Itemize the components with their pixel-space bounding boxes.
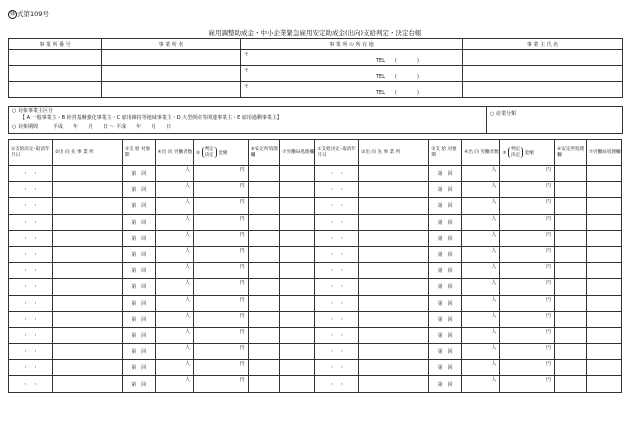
- decision-date-cell[interactable]: ・ ・: [315, 214, 359, 230]
- category-options: 【 A 一般事業主・B 経営基盤強化事業主・C 雇用維持等地域事業主・D 大型倒産等関連事業主・E 雇用過剰事業主】: [20, 115, 282, 121]
- amount-cell[interactable]: 円: [500, 263, 555, 279]
- persons-cell[interactable]: 人: [462, 182, 500, 198]
- tel-label: [376, 57, 419, 64]
- stability-office-cell[interactable]: [555, 311, 587, 327]
- amount-cell[interactable]: 円: [193, 246, 248, 262]
- table-row: [9, 263, 622, 279]
- period-cell[interactable]: 第 回: [122, 295, 155, 311]
- column-header-c5: [193, 140, 248, 166]
- stability-office-cell[interactable]: [248, 230, 280, 246]
- amount-cell[interactable]: 円: [500, 182, 555, 198]
- amount-cell[interactable]: 円: [500, 376, 555, 392]
- period-cell[interactable]: 第 回: [122, 263, 155, 279]
- amount-cell[interactable]: 円: [193, 166, 248, 182]
- stability-office-cell[interactable]: [248, 376, 280, 392]
- judgment-label: 判定: [204, 147, 214, 152]
- persons-cell[interactable]: 人: [155, 327, 193, 343]
- persons-cell[interactable]: 人: [155, 344, 193, 360]
- amount-cell[interactable]: 円: [193, 344, 248, 360]
- table-row: [9, 230, 622, 246]
- decision-date-cell[interactable]: ・ ・: [9, 311, 53, 327]
- destination-office-cell[interactable]: [359, 214, 429, 230]
- decision-date-cell[interactable]: ・ ・: [9, 376, 53, 392]
- amount-cell[interactable]: 円: [500, 214, 555, 230]
- tel-text: TEL: [376, 90, 385, 96]
- ledger-table: [8, 139, 622, 393]
- period-cell[interactable]: 第 回: [429, 327, 462, 343]
- office-number-header: 事 業 所 番 号: [9, 39, 102, 50]
- stability-office-cell[interactable]: [555, 327, 587, 343]
- stability-office-cell[interactable]: [555, 344, 587, 360]
- decision-date-cell[interactable]: ・ ・: [315, 246, 359, 262]
- postal-mark: 〒: [244, 68, 250, 74]
- amount-cell[interactable]: 円: [500, 198, 555, 214]
- persons-cell[interactable]: 人: [462, 166, 500, 182]
- office-name-cell[interactable]: [102, 50, 241, 66]
- table-row: [9, 214, 622, 230]
- period-cell[interactable]: 第 回: [429, 360, 462, 376]
- amount-cell[interactable]: 円: [193, 295, 248, 311]
- period-cell[interactable]: 第 回: [429, 344, 462, 360]
- tel-label: [376, 73, 419, 80]
- labor-bureau-cell[interactable]: [586, 182, 621, 198]
- stability-office-cell[interactable]: [248, 198, 280, 214]
- table-row: [9, 360, 622, 376]
- postal-mark: 〒: [244, 84, 250, 90]
- office-name-cell[interactable]: [102, 82, 241, 98]
- column-header-c4: ④出 向 労働者数: [462, 140, 500, 166]
- labor-bureau-cell[interactable]: [586, 295, 621, 311]
- postal-mark: 〒: [244, 52, 250, 58]
- tel-text: TEL: [376, 58, 385, 64]
- amount-marker: ⑤: [195, 151, 201, 156]
- stability-office-cell[interactable]: [248, 360, 280, 376]
- destination-office-cell[interactable]: [52, 214, 122, 230]
- persons-cell[interactable]: 人: [155, 214, 193, 230]
- amount-cell[interactable]: 円: [500, 311, 555, 327]
- decision-date-cell[interactable]: ・ ・: [9, 182, 53, 198]
- form-number: [8, 9, 49, 19]
- period-cell[interactable]: 第 回: [429, 295, 462, 311]
- destination-office-cell[interactable]: [52, 344, 122, 360]
- table-row: [9, 344, 622, 360]
- stability-office-cell[interactable]: [555, 376, 587, 392]
- stability-office-cell[interactable]: [555, 214, 587, 230]
- decision-date-cell[interactable]: ・ ・: [9, 246, 53, 262]
- destination-office-cell[interactable]: [359, 166, 429, 182]
- office-name-cell[interactable]: [102, 66, 241, 82]
- column-header-c2: ②出 向 先 事 業 所: [359, 140, 429, 166]
- paren-close: ): [416, 58, 419, 64]
- labor-bureau-cell[interactable]: [586, 198, 621, 214]
- paren-open: (: [395, 58, 397, 64]
- persons-cell[interactable]: 人: [155, 182, 193, 198]
- stability-office-cell[interactable]: [248, 166, 280, 182]
- stability-office-cell[interactable]: [555, 182, 587, 198]
- labor-bureau-cell[interactable]: [586, 166, 621, 182]
- column-header-c4: ④出 向 労働者数: [155, 140, 193, 166]
- period-cell[interactable]: 第 回: [122, 376, 155, 392]
- labor-bureau-cell[interactable]: [586, 327, 621, 343]
- labor-bureau-cell[interactable]: [280, 246, 315, 262]
- office-location-cell[interactable]: [241, 66, 463, 82]
- destination-office-cell[interactable]: [359, 246, 429, 262]
- decision-date-cell[interactable]: ・ ・: [315, 182, 359, 198]
- period-cell[interactable]: 第 回: [122, 198, 155, 214]
- table-row: [9, 182, 622, 198]
- office-location-header: 事 業 所 の 所 在 地: [241, 39, 463, 50]
- persons-cell[interactable]: 人: [155, 360, 193, 376]
- labor-bureau-cell[interactable]: [586, 376, 621, 392]
- destination-office-cell[interactable]: [52, 198, 122, 214]
- decision-date-cell[interactable]: ・ ・: [315, 198, 359, 214]
- stability-office-cell[interactable]: [248, 327, 280, 343]
- labor-bureau-cell[interactable]: [280, 166, 315, 182]
- labor-bureau-cell[interactable]: [280, 214, 315, 230]
- persons-cell[interactable]: 人: [155, 230, 193, 246]
- decision-date-cell[interactable]: ・ ・: [9, 263, 53, 279]
- amount-cell[interactable]: 円: [500, 360, 555, 376]
- labor-bureau-cell[interactable]: [280, 182, 315, 198]
- period-cell[interactable]: 第 回: [122, 279, 155, 295]
- amount-cell[interactable]: 円: [193, 263, 248, 279]
- destination-office-cell[interactable]: [52, 311, 122, 327]
- stability-office-cell[interactable]: [555, 198, 587, 214]
- amount-cell[interactable]: 円: [500, 279, 555, 295]
- period-cell[interactable]: 第 回: [429, 230, 462, 246]
- labor-bureau-cell[interactable]: [586, 230, 621, 246]
- decision-date-cell[interactable]: ・ ・: [315, 263, 359, 279]
- labor-bureau-cell[interactable]: [586, 246, 621, 262]
- destination-office-cell[interactable]: [52, 263, 122, 279]
- decision-date-cell[interactable]: ・ ・: [9, 166, 53, 182]
- table-row: [9, 311, 622, 327]
- destination-office-cell[interactable]: [52, 376, 122, 392]
- amount-cell[interactable]: 円: [193, 230, 248, 246]
- column-header-c3: ③支 給 対象期: [122, 140, 155, 166]
- table-row: [9, 327, 622, 343]
- labor-bureau-cell[interactable]: [586, 360, 621, 376]
- persons-cell[interactable]: 人: [155, 376, 193, 392]
- owner-name-cell[interactable]: [463, 66, 623, 82]
- amount-cell[interactable]: 円: [193, 279, 248, 295]
- column-header-c5: [500, 140, 555, 166]
- decision-date-cell[interactable]: ・ ・: [9, 214, 53, 230]
- decision-date-cell[interactable]: ・ ・: [315, 311, 359, 327]
- decision-date-cell[interactable]: ・ ・: [315, 295, 359, 311]
- persons-cell[interactable]: 人: [462, 327, 500, 343]
- office-name-header: 事 業 所 名: [102, 39, 241, 50]
- persons-cell[interactable]: 人: [155, 246, 193, 262]
- destination-office-cell[interactable]: [52, 360, 122, 376]
- table-row: [9, 246, 622, 262]
- paren-open: (: [395, 74, 397, 80]
- destination-office-cell[interactable]: [359, 263, 429, 279]
- paren-close: ): [416, 90, 419, 96]
- destination-office-cell[interactable]: [52, 295, 122, 311]
- persons-cell[interactable]: 人: [462, 214, 500, 230]
- office-number-cell[interactable]: [9, 82, 102, 98]
- destination-office-cell[interactable]: [359, 279, 429, 295]
- stability-office-cell[interactable]: [248, 246, 280, 262]
- paren-close: ): [416, 74, 419, 80]
- persons-cell[interactable]: 人: [155, 198, 193, 214]
- amount-cell[interactable]: 円: [500, 246, 555, 262]
- stability-office-cell[interactable]: [555, 166, 587, 182]
- column-header-c6: ⑥安定所処理欄: [248, 140, 280, 166]
- decision-date-cell[interactable]: ・ ・: [9, 279, 53, 295]
- persons-cell[interactable]: 人: [462, 246, 500, 262]
- table-row: [9, 166, 622, 182]
- amount-cell[interactable]: 円: [500, 327, 555, 343]
- destination-office-cell[interactable]: [359, 376, 429, 392]
- amount-marker: ⑤: [502, 151, 507, 156]
- office-location-cell[interactable]: [241, 50, 463, 66]
- destination-office-cell[interactable]: [52, 182, 122, 198]
- period-cell[interactable]: 第 回: [429, 376, 462, 392]
- stability-office-cell[interactable]: [248, 344, 280, 360]
- amount-cell[interactable]: 円: [500, 344, 555, 360]
- decision-date-cell[interactable]: ・ ・: [315, 327, 359, 343]
- decision-label: 決定: [204, 152, 214, 158]
- labor-bureau-cell[interactable]: [280, 295, 315, 311]
- destination-office-cell[interactable]: [359, 295, 429, 311]
- decision-label: 決定: [511, 152, 521, 158]
- stability-office-cell[interactable]: [248, 279, 280, 295]
- form-mark: 様: [9, 10, 15, 17]
- persons-cell[interactable]: 人: [462, 198, 500, 214]
- judgment-label: 判定: [511, 147, 521, 152]
- persons-cell[interactable]: 人: [462, 295, 500, 311]
- period-cell[interactable]: 第 回: [429, 214, 462, 230]
- destination-office-cell[interactable]: [359, 360, 429, 376]
- destination-office-cell[interactable]: [52, 327, 122, 343]
- stability-office-cell[interactable]: [555, 295, 587, 311]
- labor-bureau-cell[interactable]: [280, 360, 315, 376]
- destination-office-cell[interactable]: [359, 311, 429, 327]
- persons-cell[interactable]: 人: [155, 311, 193, 327]
- persons-cell[interactable]: 人: [462, 344, 500, 360]
- decision-date-cell[interactable]: ・ ・: [9, 230, 53, 246]
- decision-date-cell[interactable]: ・ ・: [9, 198, 53, 214]
- amount-cell[interactable]: 円: [500, 166, 555, 182]
- persons-cell[interactable]: 人: [155, 263, 193, 279]
- period-cell[interactable]: 第 回: [429, 263, 462, 279]
- persons-cell[interactable]: 人: [462, 376, 500, 392]
- owner-name-cell[interactable]: [463, 50, 623, 66]
- period-label: ○ 対象期間 平成 年 月 日 ～ 平成 年 月 日: [9, 121, 487, 133]
- labor-bureau-cell[interactable]: [280, 327, 315, 343]
- persons-cell[interactable]: 人: [155, 279, 193, 295]
- stability-office-cell[interactable]: [248, 214, 280, 230]
- header-table: [8, 38, 623, 98]
- period-cell[interactable]: 第 回: [122, 214, 155, 230]
- amount-cell[interactable]: 円: [193, 360, 248, 376]
- labor-bureau-cell[interactable]: [280, 198, 315, 214]
- industry-label: ○ 産業分類: [487, 107, 623, 134]
- period-cell[interactable]: 第 回: [429, 279, 462, 295]
- decision-date-cell[interactable]: ・ ・: [315, 166, 359, 182]
- column-header-c1: ①支給決定･取消年月日: [9, 140, 53, 166]
- decision-date-cell[interactable]: ・ ・: [9, 344, 53, 360]
- period-cell[interactable]: 第 回: [122, 360, 155, 376]
- amount-label: 金額: [524, 151, 534, 156]
- category-label: ○ 対象事業主区分: [12, 108, 53, 114]
- column-header-c1: ①支給決定･取消年月日: [315, 140, 359, 166]
- table-row: [9, 279, 622, 295]
- persons-cell[interactable]: 人: [155, 295, 193, 311]
- labor-bureau-cell[interactable]: [586, 214, 621, 230]
- period-cell[interactable]: 第 回: [122, 166, 155, 182]
- column-header-c2: ②出 向 先 事 業 所: [52, 140, 122, 166]
- destination-office-cell[interactable]: [52, 230, 122, 246]
- period-cell[interactable]: 第 回: [429, 182, 462, 198]
- table-row: [9, 376, 622, 392]
- period-cell[interactable]: 第 回: [429, 198, 462, 214]
- labor-bureau-cell[interactable]: [280, 376, 315, 392]
- office-number-cell[interactable]: [9, 66, 102, 82]
- period-cell[interactable]: 第 回: [429, 311, 462, 327]
- stability-office-cell[interactable]: [555, 279, 587, 295]
- persons-cell[interactable]: 人: [462, 263, 500, 279]
- labor-bureau-cell[interactable]: [280, 263, 315, 279]
- stability-office-cell[interactable]: [555, 230, 587, 246]
- tel-text: TEL: [376, 74, 385, 80]
- labor-bureau-cell[interactable]: [586, 263, 621, 279]
- decision-date-cell[interactable]: ・ ・: [315, 344, 359, 360]
- owner-name-header: 事 業 主 氏 名: [463, 39, 623, 50]
- amount-cell[interactable]: 円: [193, 376, 248, 392]
- category-table: [8, 106, 623, 134]
- period-cell[interactable]: 第 回: [122, 230, 155, 246]
- decision-date-cell[interactable]: ・ ・: [9, 295, 53, 311]
- destination-office-cell[interactable]: [52, 279, 122, 295]
- page-title: 雇用調整助成金・中小企業緊急雇用安定助成金(出向)支給判定・決定台帳: [208, 29, 422, 37]
- labor-bureau-cell[interactable]: [280, 344, 315, 360]
- paren-open: (: [395, 90, 397, 96]
- column-header-c3: ③支 給 対象期: [429, 140, 462, 166]
- labor-bureau-cell[interactable]: [586, 311, 621, 327]
- labor-bureau-cell[interactable]: [280, 230, 315, 246]
- labor-bureau-cell[interactable]: [586, 279, 621, 295]
- table-row: [9, 295, 622, 311]
- stability-office-cell[interactable]: [248, 263, 280, 279]
- office-number-cell[interactable]: [9, 50, 102, 66]
- period-cell[interactable]: 第 回: [122, 327, 155, 343]
- persons-cell[interactable]: 人: [462, 279, 500, 295]
- period-cell[interactable]: 第 回: [122, 311, 155, 327]
- decision-date-cell[interactable]: ・ ・: [9, 360, 53, 376]
- column-header-c6: ⑥安定所処理欄: [555, 140, 587, 166]
- amount-cell[interactable]: 円: [500, 295, 555, 311]
- stability-office-cell[interactable]: [248, 295, 280, 311]
- amount-cell[interactable]: 円: [193, 182, 248, 198]
- stability-office-cell[interactable]: [248, 182, 280, 198]
- amount-cell[interactable]: 円: [193, 327, 248, 343]
- period-cell[interactable]: 第 回: [429, 246, 462, 262]
- decision-date-cell[interactable]: ・ ・: [315, 230, 359, 246]
- persons-cell[interactable]: 人: [155, 166, 193, 182]
- destination-office-cell[interactable]: [359, 198, 429, 214]
- destination-office-cell[interactable]: [52, 166, 122, 182]
- decision-date-cell[interactable]: ・ ・: [315, 360, 359, 376]
- column-header-c7: ⑦労働局処理欄: [586, 140, 621, 166]
- destination-office-cell[interactable]: [359, 327, 429, 343]
- amount-cell[interactable]: 円: [500, 230, 555, 246]
- destination-office-cell[interactable]: [52, 246, 122, 262]
- destination-office-cell[interactable]: [359, 230, 429, 246]
- destination-office-cell[interactable]: [359, 182, 429, 198]
- period-cell[interactable]: 第 回: [122, 182, 155, 198]
- period-cell[interactable]: 第 回: [122, 344, 155, 360]
- office-location-cell[interactable]: [241, 82, 463, 98]
- decision-date-cell[interactable]: ・ ・: [315, 279, 359, 295]
- period-cell[interactable]: 第 回: [429, 166, 462, 182]
- form-number-text: 式第109号: [17, 10, 49, 18]
- labor-bureau-cell[interactable]: [586, 344, 621, 360]
- decision-date-cell[interactable]: ・ ・: [315, 376, 359, 392]
- amount-cell[interactable]: 円: [193, 311, 248, 327]
- destination-office-cell[interactable]: [359, 344, 429, 360]
- amount-cell[interactable]: 円: [193, 214, 248, 230]
- persons-cell[interactable]: 人: [462, 230, 500, 246]
- table-row: [9, 198, 622, 214]
- labor-bureau-cell[interactable]: [280, 311, 315, 327]
- column-header-c7: ⑦労働局処理欄: [280, 140, 315, 166]
- tel-label: [376, 89, 419, 96]
- period-cell[interactable]: 第 回: [122, 246, 155, 262]
- owner-name-cell[interactable]: [463, 82, 623, 98]
- labor-bureau-cell[interactable]: [280, 279, 315, 295]
- stability-office-cell[interactable]: [555, 263, 587, 279]
- amount-label: 金額: [218, 151, 228, 156]
- persons-cell[interactable]: 人: [462, 360, 500, 376]
- amount-cell[interactable]: 円: [193, 198, 248, 214]
- stability-office-cell[interactable]: [248, 311, 280, 327]
- decision-date-cell[interactable]: ・ ・: [9, 327, 53, 343]
- stability-office-cell[interactable]: [555, 360, 587, 376]
- stability-office-cell[interactable]: [555, 246, 587, 262]
- persons-cell[interactable]: 人: [462, 311, 500, 327]
